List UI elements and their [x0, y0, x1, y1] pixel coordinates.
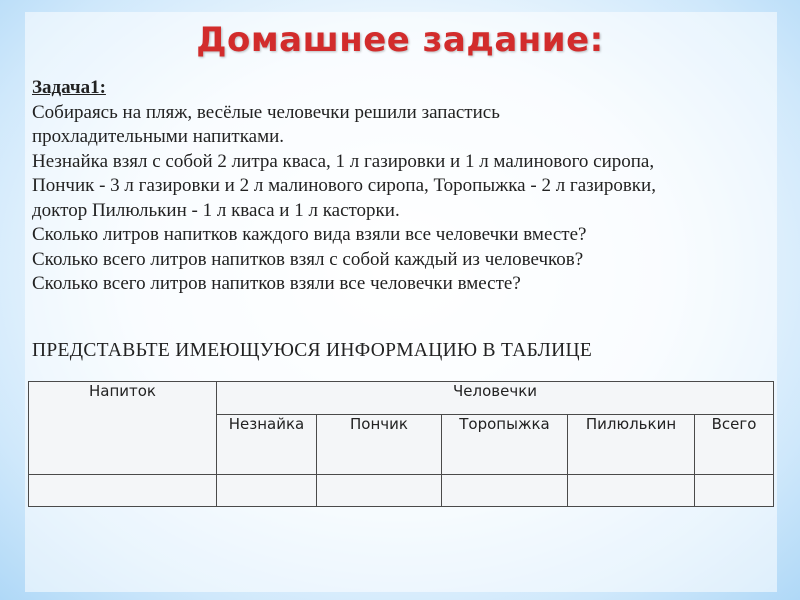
slide-title: Домашнее задание:	[196, 20, 604, 60]
column-header: Пилюлькин	[568, 415, 695, 475]
column-header: Незнайка	[217, 415, 317, 475]
column-header: Всего	[695, 415, 774, 475]
column-header: Торопыжка	[442, 415, 568, 475]
task-line: прохладительными напитками.	[32, 126, 285, 147]
table-cell	[217, 475, 317, 507]
table-cell	[568, 475, 695, 507]
task-line: доктор Пилюлькин - 1 л кваса и 1 л касторки.	[32, 199, 400, 221]
table-cell	[29, 475, 217, 507]
people-header-cell: Человечки	[217, 382, 774, 415]
task-line: Сколько литров напитков каждого вида взяли все человечки вместе?	[32, 224, 587, 245]
table-cell	[442, 475, 568, 507]
drink-header-cell: Напиток	[29, 382, 217, 475]
task-line: Сколько всего литров напитков взял с собой каждый из человечков?	[32, 248, 584, 270]
task-line: Сколько всего литров напитков взяли все человечки вместе?	[32, 273, 521, 294]
task-line: Незнайка взял с собой 2 литра кваса, 1 л газировки и 1 л малинового сиропа,	[32, 150, 655, 172]
task-line: Собираясь на пляж, весёлые человечки решили запастись	[32, 101, 500, 123]
table-cell	[317, 475, 442, 507]
task-label: Задача1:	[32, 77, 106, 98]
drinks-table	[28, 381, 774, 507]
task-line: Пончик - 3 л газировки и 2 л малинового сиропа, Торопыжка - 2 л газировки,	[32, 175, 656, 196]
instruction-text: ПРЕДСТАВЬТЕ ИМЕЮЩУЮСЯ ИНФОРМАЦИЮ В ТАБЛИЦЕ	[32, 340, 593, 361]
table-cell	[695, 475, 774, 507]
table-row	[29, 475, 774, 507]
table-header-row	[29, 382, 774, 415]
task-text	[32, 76, 782, 297]
column-header: Пончик	[317, 415, 442, 475]
